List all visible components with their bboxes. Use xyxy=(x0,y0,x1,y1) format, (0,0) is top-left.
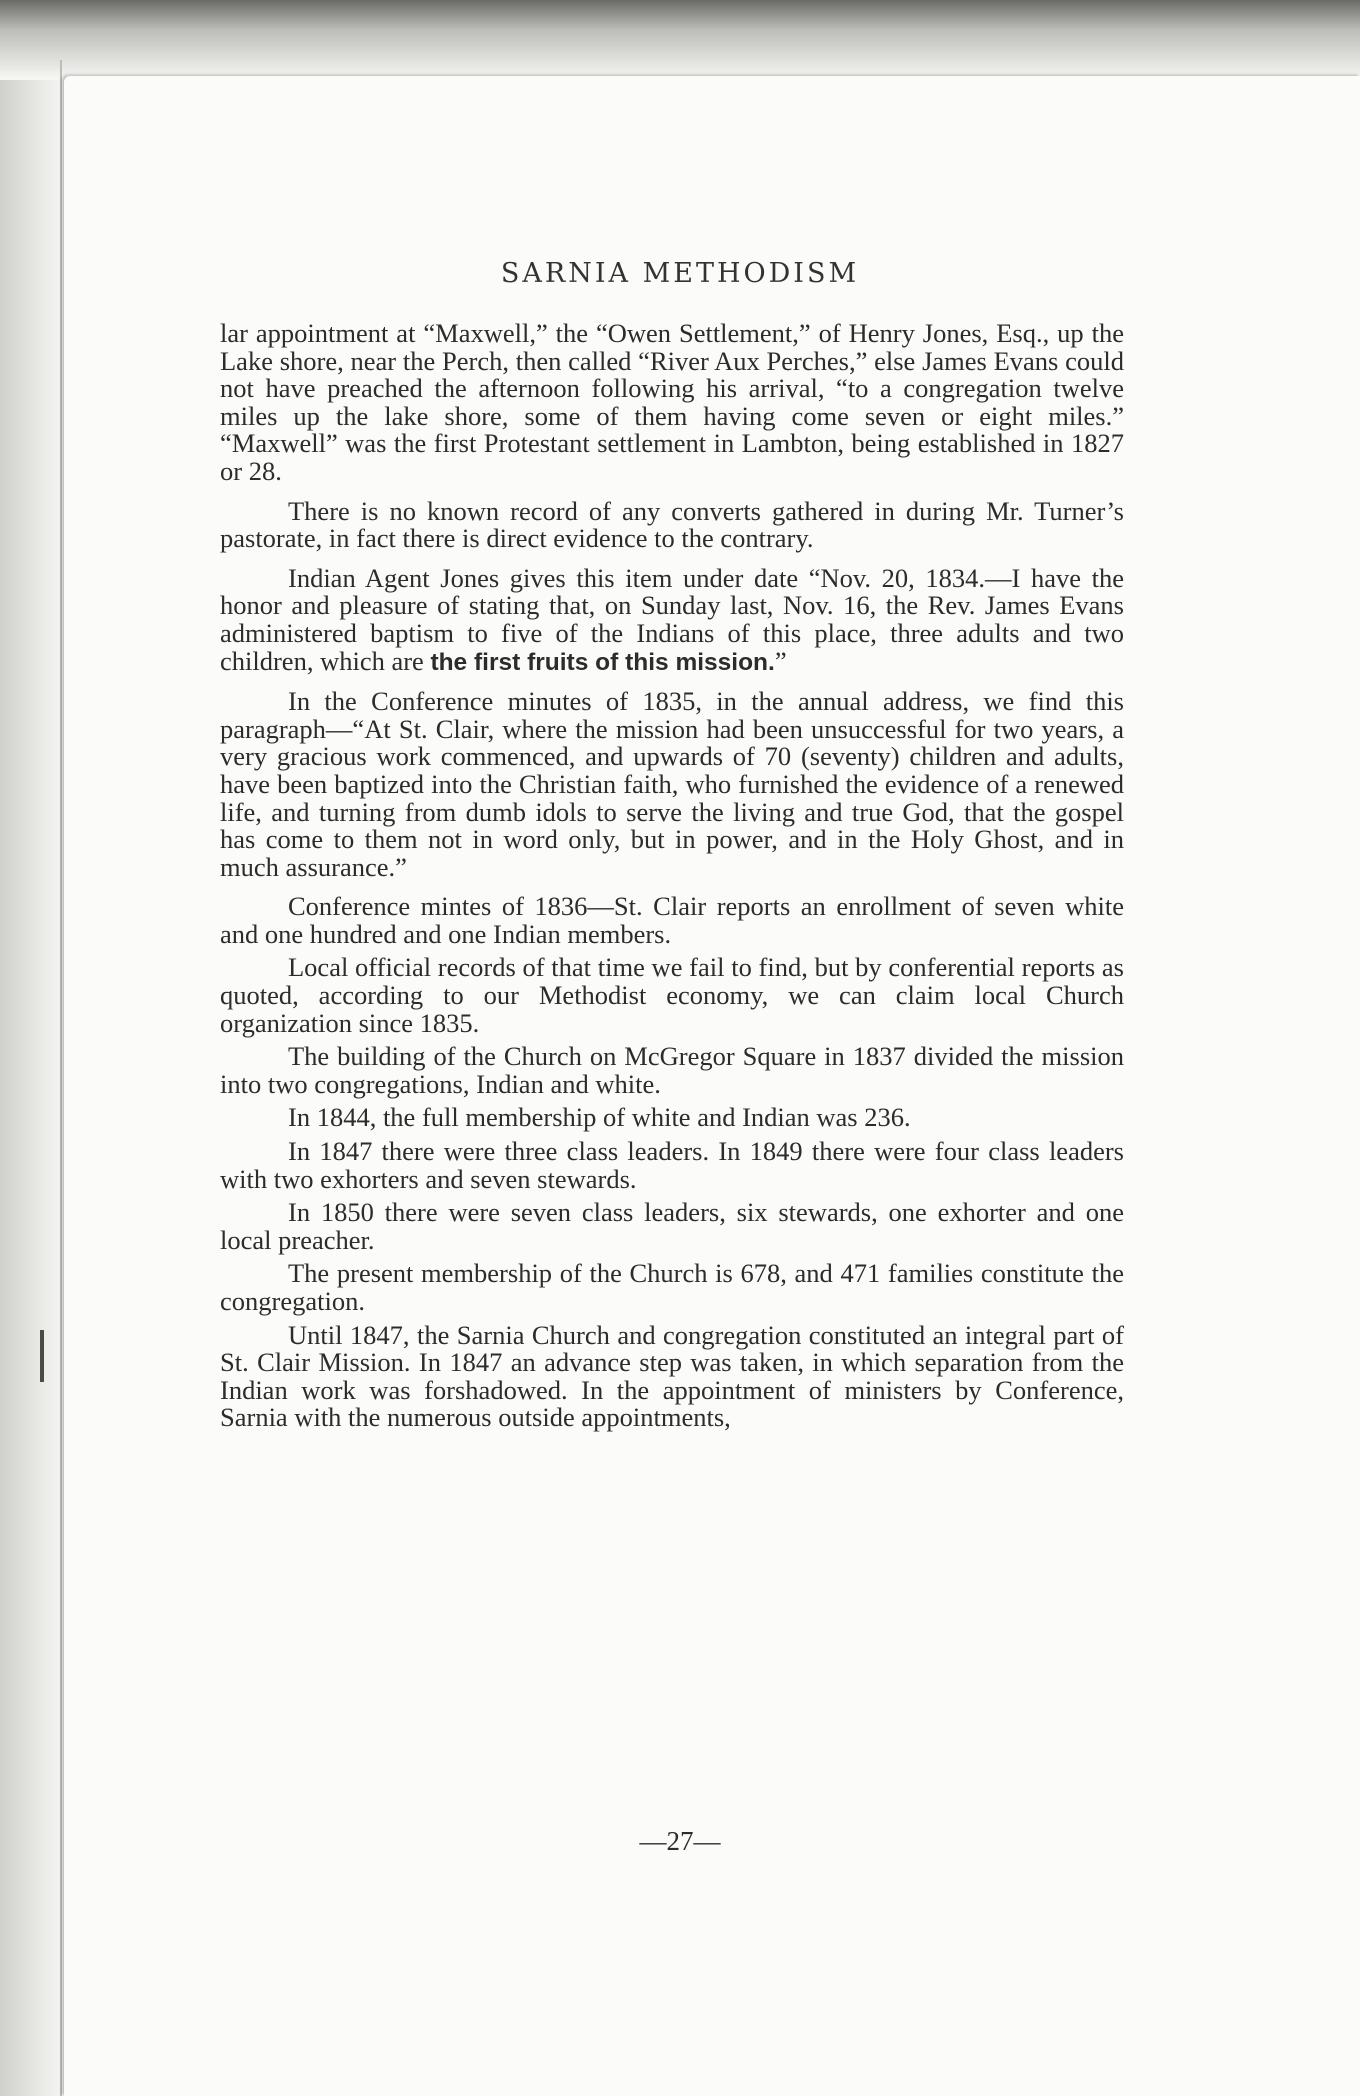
paragraph-text: Indian Agent Jones gives this item under date “Nov. 20, 1834.—I have the honor and pleasure of stating that, on Sunday last, Nov. 16, the Rev. James Evans administered baptism to five of the Indians of this place, three adults and two children, which are xyxy=(220,562,1124,676)
binding-edge xyxy=(60,60,62,2096)
paragraph-conference-1836: Conference mintes of 1836—St. Clair reports an enrollment of seven white and one hundred and one Indian members. xyxy=(220,891,1124,949)
margin-mark xyxy=(40,1330,44,1382)
paragraph-until-1847: Until 1847, the Sarnia Church and congregation constituted an integral part of St. Clair Mission. In 1847 an advance step was taken, in which separation from the Indian work was forshadowed. In the appointment of ministers by Conference, Sarnia with the numerous outside appointments, xyxy=(220,1319,1124,1433)
page-number: —27— xyxy=(639,1826,721,1856)
paragraph-local-records: Local official records of that time we fail to find, but by conferential reports as quoted, according to our Methodist economy, we can claim local Church organization since 1835. xyxy=(220,952,1124,1038)
running-head: SARNIA METHODISM xyxy=(500,258,860,289)
closing-quote: ” xyxy=(774,645,787,676)
body-text xyxy=(220,320,1124,1438)
paragraph-indian-agent-jones xyxy=(220,562,1124,676)
paragraph-mcgregor-square: The building of the Church on McGregor Square in 1837 divided the mission into two congregations, Indian and white. xyxy=(220,1041,1124,1099)
paragraph-membership-1844: In 1844, the full membership of white and Indian was 236. xyxy=(288,1102,911,1133)
emphasized-phrase: the first fruits of this mission. xyxy=(430,648,775,676)
paragraph-continuation: lar appointment at “Maxwell,” the “Owen Settlement,” of Henry Jones, Esq., up the Lake shore, near the Perch, then called “River Aux Perches,” else James Evans could not have preached the afternoon following his arrival, “to a congregation twelve miles up the lake shore, some of them having come seven or eight miles.” “Maxwell” was the first Protestant settlement in Lambton, being established in 1827 or 28. xyxy=(220,318,1124,486)
paragraph-class-leaders-1847: In 1847 there were three class leaders. In 1849 there were four class leaders with two exhorters and seven stewards. xyxy=(220,1136,1124,1194)
page-top-shadow xyxy=(0,0,1360,80)
paragraph-conference-1835: In the Conference minutes of 1835, in the annual address, we find this paragraph—“At St. Clair, where the mission had been unsuccessful for two years, a very gracious work commenced, and upwards of 70 (seventy) children and adults, have been baptized into the Christian faith, who furnished the evidence of a renewed life, and turning from dumb idols to serve the living and true God, that the gospel has come to them not in word only, but in power, and in the Holy Ghost, and in much assurance.” xyxy=(220,686,1124,882)
paragraph-turner-pastorate: There is no known record of any converts gathered in during Mr. Turner’s pastorate, in fact there is direct evidence to the contrary. xyxy=(220,495,1124,554)
paragraph-present-membership: The present membership of the Church is 678, and 471 families constitute the congregation. xyxy=(220,1258,1124,1316)
book-gutter-shadow xyxy=(0,0,62,2096)
paragraph-class-leaders-1850: In 1850 there were seven class leaders, six stewards, one exhorter and one local preacher. xyxy=(220,1197,1124,1255)
